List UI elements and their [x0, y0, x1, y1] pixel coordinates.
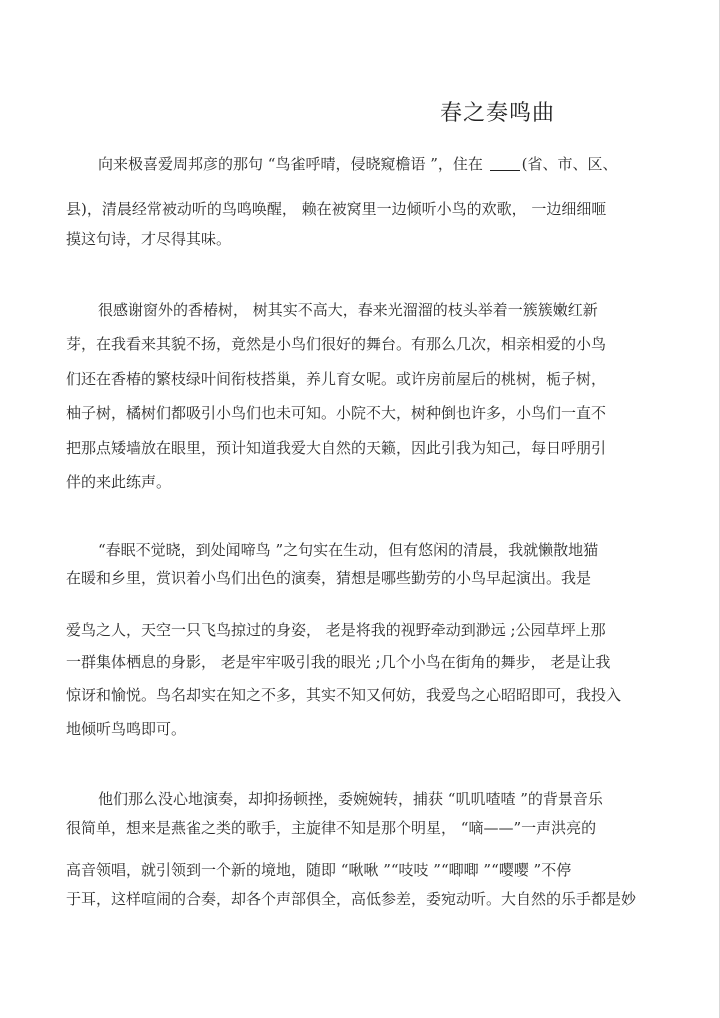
- paragraph-4-line-4: 于耳，这样喧闹的合奏，却各个声部俱全，高低参差，委宛动听。大自然的乐手都是妙: [66, 890, 637, 908]
- paragraph-1-line-2: 县)，清晨经常被动听的鸟鸣唤醒， 赖在被窝里一边倾听小鸟的欢歌， 一边细细咂: [66, 200, 607, 218]
- fill-in-blank: [490, 156, 520, 171]
- paragraph-2-line-4: 柚子树，橘树们都吸引小鸟们也未可知。小院不大，树种倒也许多，小鸟们一直不: [66, 404, 607, 422]
- paragraph-1-line-1: [98, 154, 618, 174]
- paragraph-1-line-3: 摸这句诗，才尽得其味。: [66, 230, 232, 248]
- paragraph-3-line-6: 地倾听鸟鸣即可。: [66, 720, 187, 738]
- paragraph-4-line-2: 很简单，想来是燕雀之类的歌手，主旋律不知是那个明星， “嘀——”一声洪亮的: [66, 819, 597, 837]
- paragraph-3-line-5: 惊讶和愉悦。鸟名却实在知之不多，其实不知又何妨，我爱鸟之心昭昭即可，我投入: [66, 686, 622, 704]
- paragraph-2-line-5: 把那点矮墙放在眼里，预计知道我爱大自然的天籁，因此引我为知己，每日呼朋引: [66, 439, 607, 457]
- paragraph-3-line-1: “春眠不觉晓，到处闻啼鸟 ”之句实在生动，但有悠闲的清晨，我就懒散地猫: [98, 541, 599, 559]
- paragraph-3-line-4: 一群集体栖息的身影， 老是牢牢吸引我的眼光 ;几个小鸟在街角的舞步， 老是让我: [66, 653, 611, 671]
- paragraph-2-line-1: 很感谢窗外的香椿树， 树其实不高大，春来光溜溜的枝头举着一簇簇嫩红新: [98, 301, 598, 319]
- paragraph-3-line-3: 爱鸟之人，天空一只飞鸟掠过的身姿， 老是将我的视野牵动到渺远 ;公园草坪上那: [66, 621, 606, 639]
- paragraph-2-line-2: 芽，在我看来其貌不扬，竟然是小鸟们很好的舞台。有那么几次，相亲相爱的小鸟: [66, 335, 607, 353]
- paragraph-4-line-1: 他们那么没心地演奏，却抑扬顿挫，委婉婉转，捕获 “叽叽喳喳 ”的背景音乐: [98, 790, 603, 808]
- paragraph-4-line-3: 高音领唱，就引领到一个新的境地，随即 “啾啾 ”“吱吱 ”“唧唧 ”“嘤嘤 ”不停: [66, 861, 572, 879]
- paragraph-1-text-b: (省、市、区、: [521, 155, 618, 173]
- paragraph-1-text-a: 向来极喜爱周邦彦的那句 “鸟雀呼晴，侵晓窥檐语 ”，住在: [98, 155, 488, 173]
- paragraph-2-line-3: 们还在香椿的繁枝绿叶间衔枝搭巢，养儿育女呢。或许房前屋后的桃树，栀子树，: [66, 370, 607, 388]
- document-title: 春之奏鸣曲: [440, 101, 556, 126]
- paragraph-3-line-2: 在暖和乡里，赏识着小鸟们出色的演奏，猜想是哪些勤劳的小鸟早起演出。我是: [66, 569, 592, 587]
- paragraph-2-line-6: 伴的来此练声。: [66, 473, 172, 491]
